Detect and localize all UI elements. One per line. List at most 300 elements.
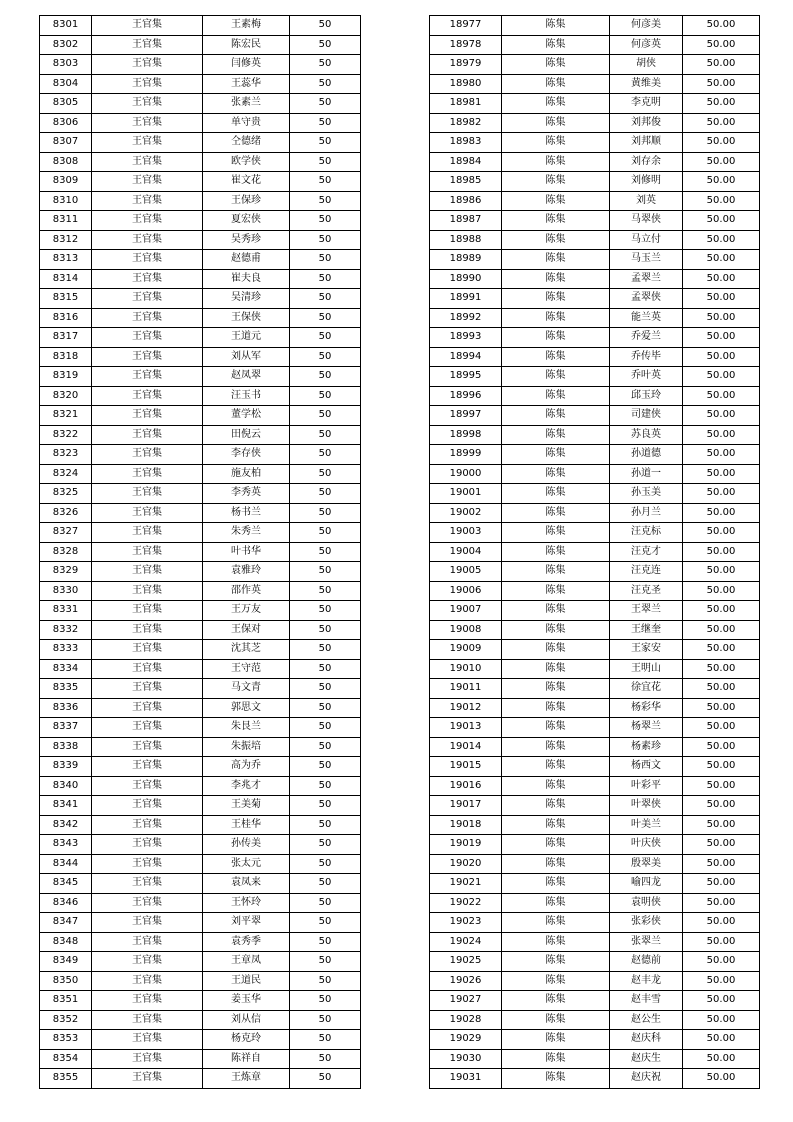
name-cell: 姜玉华 (203, 991, 290, 1011)
village-cell: 陈集 (502, 74, 610, 94)
village-cell: 王官集 (92, 893, 203, 913)
village-cell: 陈集 (502, 16, 610, 36)
id-cell: 8341 (40, 796, 92, 816)
table-row (430, 523, 760, 543)
amount-cell: 50.00 (683, 172, 760, 192)
table-row (40, 893, 361, 913)
table-row (40, 698, 361, 718)
id-cell: 19009 (430, 640, 502, 660)
id-cell: 18979 (430, 55, 502, 75)
name-cell: 王明山 (610, 659, 683, 679)
name-cell: 杨彩华 (610, 698, 683, 718)
name-cell: 杨克玲 (203, 1030, 290, 1050)
village-cell: 王官集 (92, 35, 203, 55)
village-cell: 王官集 (92, 1010, 203, 1030)
id-cell: 18991 (430, 289, 502, 309)
id-cell: 18985 (430, 172, 502, 192)
village-cell: 陈集 (502, 640, 610, 660)
table-row (430, 16, 760, 36)
id-cell: 19001 (430, 484, 502, 504)
village-cell: 陈集 (502, 1030, 610, 1050)
id-cell: 8352 (40, 1010, 92, 1030)
amount-cell: 50 (290, 328, 361, 348)
name-cell: 孙传美 (203, 835, 290, 855)
village-cell: 陈集 (502, 191, 610, 211)
table-row (430, 971, 760, 991)
table-row (430, 35, 760, 55)
left-table (39, 15, 361, 1089)
village-cell: 陈集 (502, 971, 610, 991)
id-cell: 19023 (430, 913, 502, 933)
id-cell: 8345 (40, 874, 92, 894)
amount-cell: 50 (290, 406, 361, 426)
id-cell: 8313 (40, 250, 92, 270)
amount-cell: 50.00 (683, 640, 760, 660)
id-cell: 8309 (40, 172, 92, 192)
village-cell: 王官集 (92, 932, 203, 952)
name-cell: 高为乔 (203, 757, 290, 777)
table-row (430, 308, 760, 328)
name-cell: 王美菊 (203, 796, 290, 816)
table-row (430, 55, 760, 75)
name-cell: 叶书华 (203, 542, 290, 562)
table-row (430, 562, 760, 582)
id-cell: 8307 (40, 133, 92, 153)
village-cell: 王官集 (92, 854, 203, 874)
village-cell: 陈集 (502, 893, 610, 913)
name-cell: 陈祥自 (203, 1049, 290, 1069)
name-cell: 杨西文 (610, 757, 683, 777)
table-row (430, 250, 760, 270)
table-row (40, 659, 361, 679)
table-row (40, 406, 361, 426)
table-row (40, 1030, 361, 1050)
village-cell: 王官集 (92, 269, 203, 289)
id-cell: 19012 (430, 698, 502, 718)
name-cell: 邵作英 (203, 581, 290, 601)
id-cell: 8350 (40, 971, 92, 991)
id-cell: 18987 (430, 211, 502, 231)
village-cell: 王官集 (92, 211, 203, 231)
name-cell: 张彩侠 (610, 913, 683, 933)
id-cell: 8319 (40, 367, 92, 387)
table-row (40, 191, 361, 211)
table-row (40, 971, 361, 991)
amount-cell: 50 (290, 347, 361, 367)
table-row (40, 835, 361, 855)
amount-cell: 50.00 (683, 1069, 760, 1089)
amount-cell: 50 (290, 698, 361, 718)
name-cell: 孟翠兰 (610, 269, 683, 289)
amount-cell: 50 (290, 601, 361, 621)
name-cell: 袁凤来 (203, 874, 290, 894)
name-cell: 刘从军 (203, 347, 290, 367)
amount-cell: 50 (290, 932, 361, 952)
table-row (430, 952, 760, 972)
name-cell: 李兆才 (203, 776, 290, 796)
amount-cell: 50.00 (683, 386, 760, 406)
id-cell: 19027 (430, 991, 502, 1011)
village-cell: 陈集 (502, 679, 610, 699)
table-row (40, 425, 361, 445)
village-cell: 陈集 (502, 367, 610, 387)
table-row (40, 94, 361, 114)
name-cell: 单守贵 (203, 113, 290, 133)
amount-cell: 50.00 (683, 191, 760, 211)
table-row (430, 776, 760, 796)
id-cell: 19013 (430, 718, 502, 738)
id-cell: 8308 (40, 152, 92, 172)
village-cell: 王官集 (92, 230, 203, 250)
table-row (430, 386, 760, 406)
amount-cell: 50 (290, 191, 361, 211)
amount-cell: 50.00 (683, 718, 760, 738)
table-row (40, 16, 361, 36)
table-row (430, 1049, 760, 1069)
village-cell: 陈集 (502, 562, 610, 582)
name-cell: 赵庆祝 (610, 1069, 683, 1089)
name-cell: 陈宏民 (203, 35, 290, 55)
name-cell: 董学松 (203, 406, 290, 426)
village-cell: 王官集 (92, 913, 203, 933)
village-cell: 陈集 (502, 581, 610, 601)
table-row (40, 35, 361, 55)
village-cell: 王官集 (92, 152, 203, 172)
id-cell: 8351 (40, 991, 92, 1011)
amount-cell: 50.00 (683, 971, 760, 991)
table-row (40, 74, 361, 94)
amount-cell: 50 (290, 874, 361, 894)
id-cell: 8330 (40, 581, 92, 601)
name-cell: 孙月兰 (610, 503, 683, 523)
table-row (430, 464, 760, 484)
id-cell: 8314 (40, 269, 92, 289)
table-row (40, 308, 361, 328)
village-cell: 王官集 (92, 952, 203, 972)
table-row (40, 874, 361, 894)
name-cell: 王家安 (610, 640, 683, 660)
table-row (430, 289, 760, 309)
village-cell: 王官集 (92, 386, 203, 406)
village-cell: 王官集 (92, 191, 203, 211)
amount-cell: 50 (290, 1010, 361, 1030)
id-cell: 8329 (40, 562, 92, 582)
id-cell: 8333 (40, 640, 92, 660)
id-cell: 8301 (40, 16, 92, 36)
amount-cell: 50 (290, 796, 361, 816)
table-row (40, 328, 361, 348)
id-cell: 18992 (430, 308, 502, 328)
name-cell: 刘从信 (203, 1010, 290, 1030)
id-cell: 8342 (40, 815, 92, 835)
name-cell: 孙道德 (610, 445, 683, 465)
id-cell: 8331 (40, 601, 92, 621)
village-cell: 王官集 (92, 523, 203, 543)
table-row (40, 133, 361, 153)
table-row (40, 562, 361, 582)
table-row (40, 152, 361, 172)
table-row (40, 640, 361, 660)
village-cell: 陈集 (502, 854, 610, 874)
id-cell: 8322 (40, 425, 92, 445)
amount-cell: 50 (290, 16, 361, 36)
amount-cell: 50 (290, 386, 361, 406)
id-cell: 8355 (40, 1069, 92, 1089)
table-row (40, 55, 361, 75)
name-cell: 马立付 (610, 230, 683, 250)
village-cell: 陈集 (502, 932, 610, 952)
village-cell: 陈集 (502, 523, 610, 543)
village-cell: 陈集 (502, 445, 610, 465)
village-cell: 陈集 (502, 913, 610, 933)
village-cell: 陈集 (502, 718, 610, 738)
amount-cell: 50.00 (683, 484, 760, 504)
name-cell: 吴秀珍 (203, 230, 290, 250)
name-cell: 张素兰 (203, 94, 290, 114)
id-cell: 8316 (40, 308, 92, 328)
amount-cell: 50 (290, 1069, 361, 1089)
id-cell: 19020 (430, 854, 502, 874)
amount-cell: 50 (290, 94, 361, 114)
amount-cell: 50.00 (683, 425, 760, 445)
name-cell: 王炼章 (203, 1069, 290, 1089)
village-cell: 陈集 (502, 601, 610, 621)
name-cell: 王桂华 (203, 815, 290, 835)
id-cell: 8304 (40, 74, 92, 94)
id-cell: 19025 (430, 952, 502, 972)
table-row (40, 737, 361, 757)
village-cell: 王官集 (92, 815, 203, 835)
amount-cell: 50 (290, 269, 361, 289)
amount-cell: 50 (290, 250, 361, 270)
amount-cell: 50 (290, 854, 361, 874)
amount-cell: 50.00 (683, 757, 760, 777)
id-cell: 8337 (40, 718, 92, 738)
village-cell: 陈集 (502, 835, 610, 855)
village-cell: 王官集 (92, 874, 203, 894)
id-cell: 8318 (40, 347, 92, 367)
name-cell: 袁秀季 (203, 932, 290, 952)
amount-cell: 50.00 (683, 659, 760, 679)
table-row (40, 445, 361, 465)
name-cell: 胡侠 (610, 55, 683, 75)
id-cell: 8325 (40, 484, 92, 504)
id-cell: 8305 (40, 94, 92, 114)
table-row (40, 815, 361, 835)
name-cell: 朱艮兰 (203, 718, 290, 738)
amount-cell: 50 (290, 172, 361, 192)
amount-cell: 50.00 (683, 289, 760, 309)
id-cell: 8348 (40, 932, 92, 952)
id-cell: 8335 (40, 679, 92, 699)
name-cell: 王素梅 (203, 16, 290, 36)
amount-cell: 50.00 (683, 269, 760, 289)
village-cell: 陈集 (502, 620, 610, 640)
amount-cell: 50.00 (683, 620, 760, 640)
table-row (40, 854, 361, 874)
village-cell: 王官集 (92, 289, 203, 309)
id-cell: 8347 (40, 913, 92, 933)
table-row (430, 367, 760, 387)
table-row (430, 503, 760, 523)
amount-cell: 50 (290, 152, 361, 172)
village-cell: 陈集 (502, 289, 610, 309)
id-cell: 8332 (40, 620, 92, 640)
name-cell: 徐宜花 (610, 679, 683, 699)
table-row (430, 601, 760, 621)
name-cell: 夏宏侠 (203, 211, 290, 231)
village-cell: 王官集 (92, 133, 203, 153)
table-row (430, 659, 760, 679)
name-cell: 李存侠 (203, 445, 290, 465)
id-cell: 18996 (430, 386, 502, 406)
name-cell: 王保侠 (203, 308, 290, 328)
table-row (430, 172, 760, 192)
table-row (430, 542, 760, 562)
table-row (40, 1069, 361, 1089)
amount-cell: 50 (290, 211, 361, 231)
id-cell: 19028 (430, 1010, 502, 1030)
name-cell: 何彦美 (610, 16, 683, 36)
table-row (430, 874, 760, 894)
village-cell: 陈集 (502, 113, 610, 133)
amount-cell: 50 (290, 503, 361, 523)
name-cell: 汪克圣 (610, 581, 683, 601)
id-cell: 19024 (430, 932, 502, 952)
amount-cell: 50 (290, 835, 361, 855)
village-cell: 陈集 (502, 1069, 610, 1089)
amount-cell: 50.00 (683, 952, 760, 972)
right-table-body (430, 16, 760, 1089)
amount-cell: 50 (290, 581, 361, 601)
id-cell: 8349 (40, 952, 92, 972)
right-table (429, 15, 760, 1089)
amount-cell: 50.00 (683, 542, 760, 562)
name-cell: 吴清珍 (203, 289, 290, 309)
amount-cell: 50 (290, 718, 361, 738)
name-cell: 孙玉美 (610, 484, 683, 504)
name-cell: 叶美兰 (610, 815, 683, 835)
amount-cell: 50.00 (683, 601, 760, 621)
table-row (430, 893, 760, 913)
amount-cell: 50 (290, 484, 361, 504)
id-cell: 18980 (430, 74, 502, 94)
amount-cell: 50.00 (683, 464, 760, 484)
village-cell: 陈集 (502, 484, 610, 504)
amount-cell: 50 (290, 74, 361, 94)
id-cell: 19018 (430, 815, 502, 835)
amount-cell: 50.00 (683, 406, 760, 426)
village-cell: 陈集 (502, 172, 610, 192)
amount-cell: 50 (290, 445, 361, 465)
name-cell: 田倪云 (203, 425, 290, 445)
table-row (40, 542, 361, 562)
id-cell: 19003 (430, 523, 502, 543)
id-cell: 18983 (430, 133, 502, 153)
amount-cell: 50.00 (683, 308, 760, 328)
name-cell: 崔夫良 (203, 269, 290, 289)
amount-cell: 50.00 (683, 230, 760, 250)
name-cell: 施友柏 (203, 464, 290, 484)
village-cell: 王官集 (92, 445, 203, 465)
table-row (430, 698, 760, 718)
id-cell: 8338 (40, 737, 92, 757)
name-cell: 马文青 (203, 679, 290, 699)
id-cell: 8321 (40, 406, 92, 426)
name-cell: 赵德前 (610, 952, 683, 972)
name-cell: 王守范 (203, 659, 290, 679)
village-cell: 王官集 (92, 55, 203, 75)
id-cell: 19029 (430, 1030, 502, 1050)
id-cell: 19031 (430, 1069, 502, 1089)
village-cell: 王官集 (92, 250, 203, 270)
table-row (430, 640, 760, 660)
name-cell: 汪克标 (610, 523, 683, 543)
id-cell: 18982 (430, 113, 502, 133)
table-row (430, 796, 760, 816)
id-cell: 18993 (430, 328, 502, 348)
village-cell: 陈集 (502, 1049, 610, 1069)
table-row (40, 952, 361, 972)
name-cell: 王蕊华 (203, 74, 290, 94)
name-cell: 刘平翠 (203, 913, 290, 933)
amount-cell: 50.00 (683, 991, 760, 1011)
village-cell: 王官集 (92, 1049, 203, 1069)
name-cell: 杨翠兰 (610, 718, 683, 738)
table-row (430, 406, 760, 426)
village-cell: 王官集 (92, 698, 203, 718)
id-cell: 18998 (430, 425, 502, 445)
id-cell: 18999 (430, 445, 502, 465)
table-row (40, 503, 361, 523)
village-cell: 王官集 (92, 1069, 203, 1089)
village-cell: 王官集 (92, 581, 203, 601)
village-cell: 王官集 (92, 484, 203, 504)
id-cell: 18994 (430, 347, 502, 367)
village-cell: 陈集 (502, 737, 610, 757)
id-cell: 19005 (430, 562, 502, 582)
table-row (40, 991, 361, 1011)
amount-cell: 50.00 (683, 445, 760, 465)
amount-cell: 50 (290, 113, 361, 133)
name-cell: 仝德绪 (203, 133, 290, 153)
table-row (430, 484, 760, 504)
amount-cell: 50 (290, 308, 361, 328)
amount-cell: 50 (290, 991, 361, 1011)
id-cell: 19011 (430, 679, 502, 699)
name-cell: 王保珍 (203, 191, 290, 211)
table-row (430, 269, 760, 289)
left-table-body (40, 16, 361, 1089)
name-cell: 汪克才 (610, 542, 683, 562)
table-row (40, 386, 361, 406)
village-cell: 王官集 (92, 601, 203, 621)
village-cell: 王官集 (92, 1030, 203, 1050)
village-cell: 陈集 (502, 133, 610, 153)
village-cell: 陈集 (502, 815, 610, 835)
amount-cell: 50.00 (683, 698, 760, 718)
id-cell: 8343 (40, 835, 92, 855)
name-cell: 王道民 (203, 971, 290, 991)
village-cell: 陈集 (502, 269, 610, 289)
amount-cell: 50 (290, 562, 361, 582)
amount-cell: 50 (290, 640, 361, 660)
village-cell: 王官集 (92, 776, 203, 796)
id-cell: 19007 (430, 601, 502, 621)
id-cell: 8344 (40, 854, 92, 874)
table-row (430, 1030, 760, 1050)
id-cell: 8312 (40, 230, 92, 250)
